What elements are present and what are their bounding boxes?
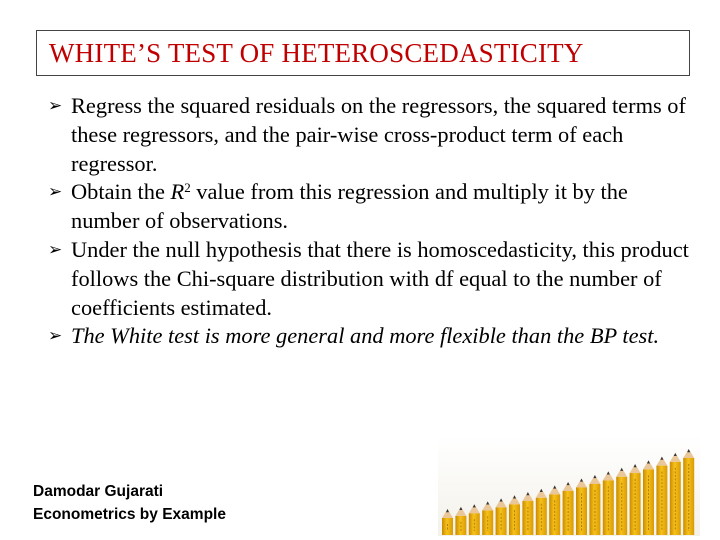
- pencil: [549, 485, 560, 535]
- arrow-bullet-icon: ➢: [48, 182, 63, 203]
- bullet-item: [48, 322, 698, 351]
- arrow-bullet-icon: ➢: [48, 326, 63, 347]
- title-box: [36, 30, 690, 76]
- bullet-list: [48, 92, 698, 351]
- pencil: [589, 475, 600, 535]
- pencil: [522, 492, 533, 535]
- pencil: [536, 489, 547, 535]
- slide-title: WHITE’S TEST OF HETEROSCEDASTICITY: [49, 38, 584, 68]
- pencils-image: [438, 436, 700, 536]
- footer-author: Damodar Gujarati: [33, 483, 164, 500]
- pencil: [643, 460, 654, 535]
- bullet-item: [48, 92, 698, 178]
- pencil: [656, 457, 667, 535]
- pencil: [616, 468, 627, 535]
- pencil: [683, 449, 694, 535]
- bullet-text-post: value from this regression and multiply it by the number of observations.: [71, 179, 628, 234]
- bullet-item: [48, 178, 698, 236]
- pencil: [563, 482, 574, 535]
- arrow-bullet-icon: ➢: [48, 96, 63, 116]
- bullet-text-pre: Obtain the: [71, 179, 171, 205]
- bullet-text: Regress the squared residuals on the regressors, the squared terms of these regressors, and the pair-wise cross-product term of each regressor.: [71, 93, 686, 176]
- pencil: [576, 478, 587, 535]
- bullet-text: Under the null hypothesis that there is homoscedasticity, this product follows the Chi-square distribution with df equal to the number of coefficients estimated.: [71, 236, 689, 320]
- bullet-item: [48, 236, 698, 322]
- pencil: [670, 453, 681, 535]
- pencil: [603, 471, 614, 535]
- bullet-text: [71, 179, 628, 233]
- footer-book: Econometrics by Example: [33, 506, 226, 523]
- r-squared-variable: R: [170, 179, 185, 205]
- footer: [33, 480, 226, 526]
- r-squared-exponent: 2: [184, 180, 191, 196]
- pencil: [630, 464, 641, 535]
- arrow-bullet-icon: ➢: [48, 239, 63, 260]
- bullet-text: The White test is more general and more flexible than the BP test.: [71, 323, 660, 349]
